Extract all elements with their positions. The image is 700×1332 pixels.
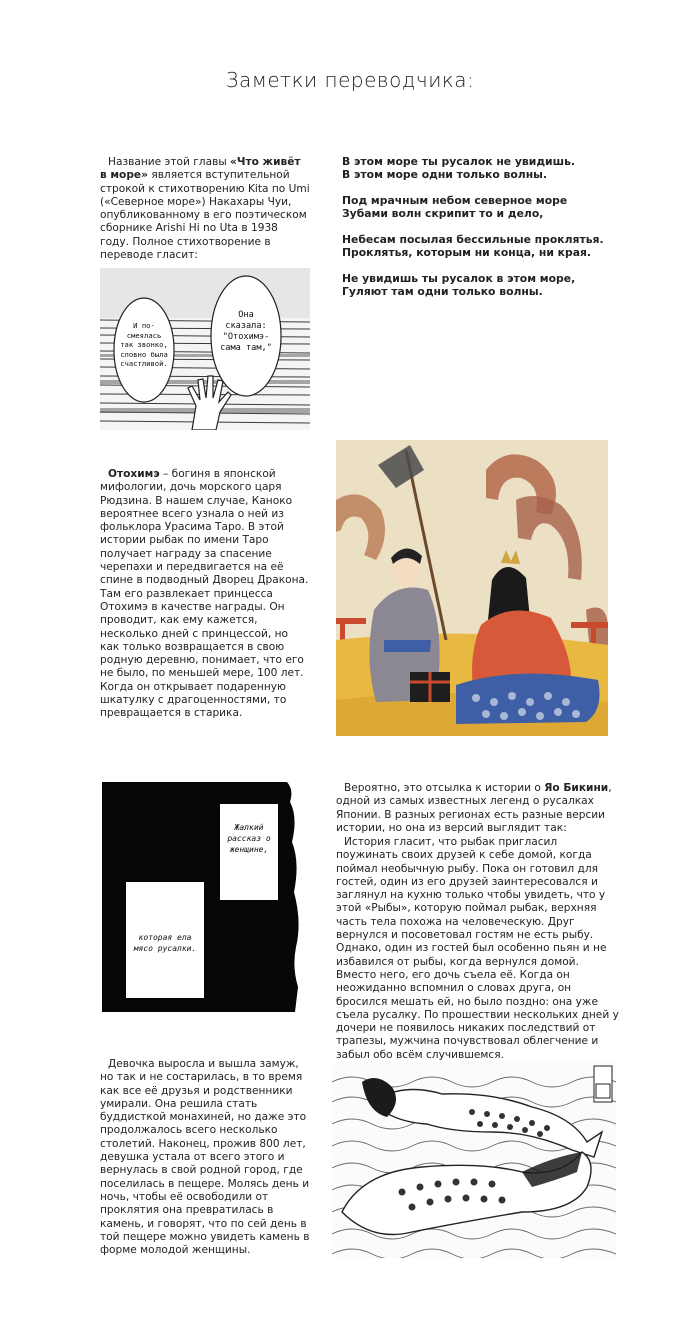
otohime-bold: Отохимэ	[108, 468, 160, 480]
poem-line: Небесам посылая бессильные проклятья.	[342, 233, 604, 246]
urashima-painting	[336, 440, 608, 736]
poem-line: Гуляют там одни только волны.	[342, 285, 543, 298]
yao-paragraph-1	[336, 782, 620, 835]
intro-rest: является вступительной строкой к стихотворению Kita по Umi («Северное море») Накахары Чуи, опубликованному в его поэтическом сборнике Arishi Hi no Uta в 1938 году. Полное стихотворение в переводе гласит:	[100, 169, 310, 262]
manga-panel-sea	[100, 268, 310, 430]
intro-paragraph	[100, 156, 310, 262]
caption-box-bottom: которая ела мясо русалки.	[133, 933, 197, 953]
poem-line: В этом море одни только волны.	[342, 168, 548, 181]
chapter-title-bold: «Что живёт в море»	[100, 156, 301, 182]
yao-lead: Вероятно, это отсылка к истории о	[344, 782, 545, 794]
final-paragraph: Девочка выросла и вышла замуж, но так и не состарилась, в то время как все её друзья и родственники умирали. Она решила стать буддисткой монахиней, но даже это продолжалось всего несколько столетий. Наконец, прожив 800 лет, девушка устала от всего этого и вернулась в свой родной город, где поселилась в пещере. Молясь день и ночь, чтобы её освободили от проклятия она превратилась в камень, и говорят, что по сей день в той пещере можно увидеть камень в форме молодой женщины.	[100, 1058, 310, 1257]
poem-stanza-4	[342, 272, 642, 298]
yao-rest: , одной из самых известных легенд о русалках Японии. В разных регионах есть разные версии истории, но она из версий выглядит так:	[336, 782, 612, 834]
caption-box-top: Жалкий рассказ о женщине,	[227, 823, 271, 854]
poem	[342, 155, 642, 311]
poem-line: Не увидишь ты русалок в этом море,	[342, 272, 576, 285]
dark-panel-illustration	[102, 782, 302, 1012]
yao-paragraph-2: История гласит, что рыбак пригласил поужинать своих друзей к себе домой, когда поймал необычную рыбу. Пока он готовил для гостей, один из его друзей заинтересовался и заглянул на кухню только чтобы увидеть, что у этой «Рыбы», которую поймал рыбак, верхняя часть тела похожа на человеческую. Друг вернулся и посоветовал гостям не есть рыбу. Однако, один из гостей был особенно пьян и не избавился от рыбы, когда вернулся домой. Вместо него, его дочь съела её. Когда он неожиданно вспомнил о словах друга, он бросился мешать ей, но было поздно: она уже съела русалку. По прошествии нескольких дней у дочери не появилось никаких последствий от трапезы, мужчина почувствовал облегчение и забыл обо всём случившемся.	[336, 836, 619, 1061]
painting-illustration	[336, 440, 608, 736]
yao-bikuni-bold: Яо Бикини	[544, 782, 609, 794]
poem-stanza-1	[342, 155, 642, 181]
speech-bubble-right: Она сказала: "Отохимэ- сама там,"	[220, 310, 272, 353]
speech-bubble-left: И по- смеялась так звонко, словно была счастливой.	[120, 321, 168, 368]
manga-panel-dark	[102, 782, 302, 1012]
page-title: Заметки переводчика:	[225, 68, 475, 92]
otohime-text: – богиня в японской мифологии, дочь морского царя Рюдзина. В нашем случае, Каноко вероятнее всего узнала о ней из фольклора Урасима Таро. В этой истории рыбак по имени Таро получает награду за спасение черепахи и передвигается на её спине в подводный Дворец Дракона. Там его развлекает принцесса Отохимэ в качестве награды. Он проводит, как ему кажется, несколько дней с принцессой, но как только возвращается в свою родную деревню, понимает, что его не было, по меньшей мере, 100 лет. Когда он открывает подаренную шкатулку с драгоценностями, то превращается в старика.	[100, 468, 309, 720]
poem-stanza-3	[342, 233, 642, 259]
otohime-paragraph	[100, 468, 310, 721]
poem-line: В этом море ты русалок не увидишь.	[342, 155, 576, 168]
poem-line: Проклятья, которым ни конца, ни края.	[342, 246, 592, 259]
intro-lead: Название этой главы	[108, 156, 231, 168]
woodblock-illustration	[332, 1062, 616, 1258]
poem-line: Под мрачным небом северное море	[342, 194, 568, 207]
poem-line: Зубами волн скрипит то и дело,	[342, 207, 544, 220]
mermaid-woodblock-print	[332, 1062, 616, 1258]
poem-stanza-2	[342, 194, 642, 220]
